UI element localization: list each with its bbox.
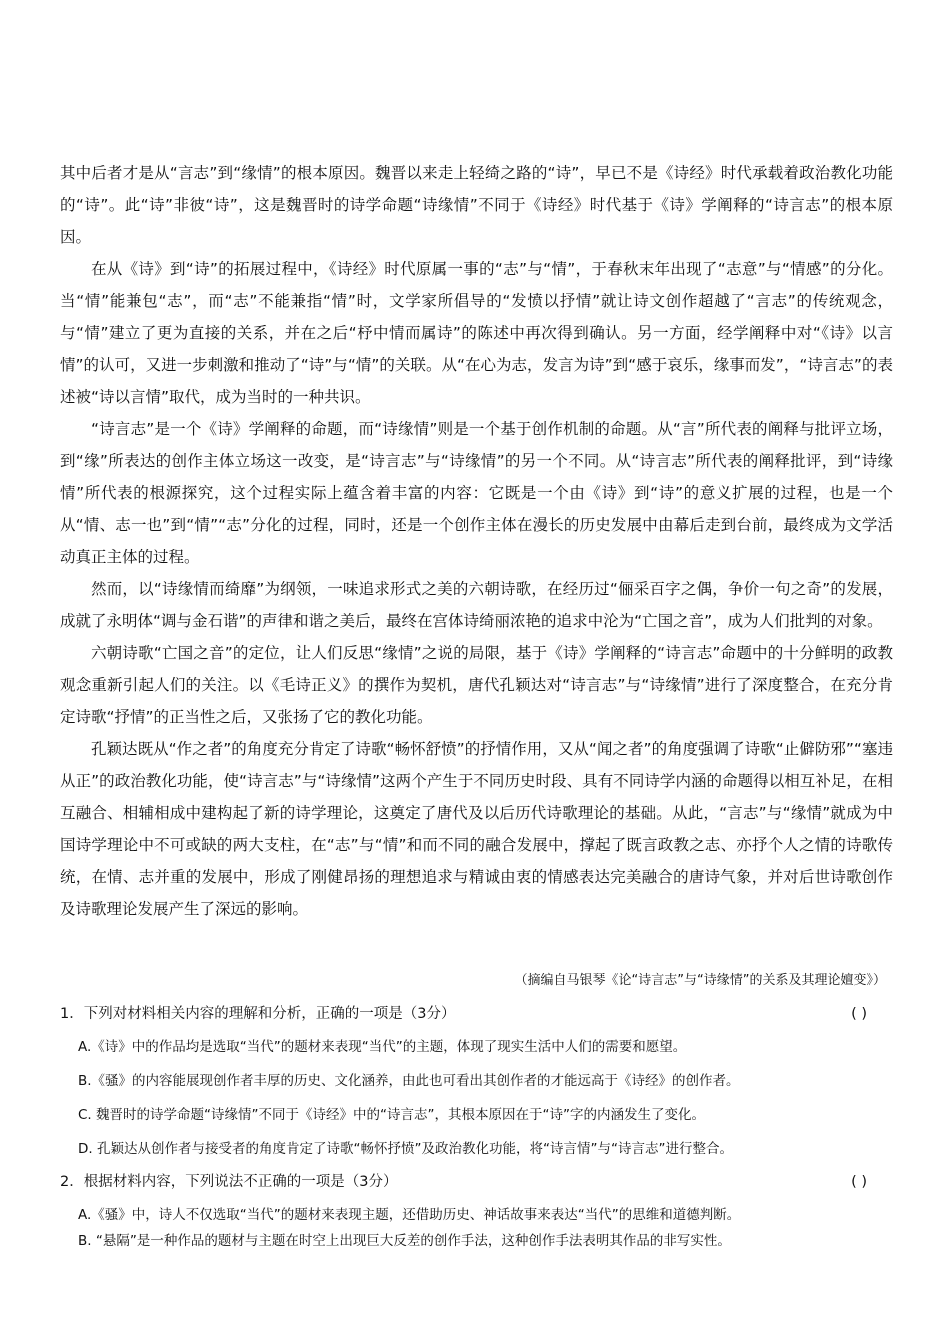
passage-paragraph-2: 在从《诗》到“诗”的拓展过程中，《诗经》时代原属一事的“志”与“情”，于春秋末年出现了“志意”与“情感”的分化。当“情”能兼包“志”，而“志”不能兼指“情”时，文学家所倡导的“发愤以抒情”就让诗文创作超越了“言志”的传统观念，与“情”建立了更为直接的关系，并在之后“杼中情而属诗”的陈述中再次得到确认。另一方面，经学阐释中对“《诗》以言情”的认可，又进一步刺激和推动了“诗”与“情”的关联。从“在心为志，发言为诗”到“感于哀乐，缘事而发”，“诗言志”的表述被“诗以言情”取代，成为当时的一种共识。 (60, 260, 893, 406)
question-1-option-a: A.《诗》中的作品均是选取“当代”的题材来表现“当代”的主题，体现了现实生活中人们的需要和愿望。 (78, 1039, 687, 1055)
question-2 (60, 1170, 893, 1194)
question-2-stem: 2．根据材料内容，下列说法不正确的一项是（3分） (60, 1174, 398, 1190)
passage-paragraph-6: 孔颖达既从“作之者”的角度充分肯定了诗歌“畅怀舒愤”的抒情作用，又从“闻之者”的角度强调了诗歌“止僻防邪”“塞违从正”的政治教化功能，使“诗言志”与“诗缘情”这两个产生于不同历史时段、具有不同诗学内涵的命题得以相互补足，在相互融合、相辅相成中建构起了新的诗学理论，这奠定了唐代及以后历代诗歌理论的基础。从此，“言志”与“缘情”就成为中国诗学理论中不可或缺的两大支柱，在“志”与“情”和而不同的融合发展中，撑起了既言政教之志、亦抒个人之情的诗歌传统，在情、志并重的发展中，形成了刚健昂扬的理想追求与精诚由衷的情感表达完美融合的唐诗气象，并对后世诗歌创作及诗歌理论发展产生了深远的影响。 (60, 740, 893, 918)
question-2-option-a: A.《骚》中，诗人不仅选取“当代”的题材来表现主题，还借助历史、神话故事来表达“当代”的思维和道德判断。 (78, 1207, 741, 1223)
reading-passage (60, 157, 893, 925)
passage-paragraph-4: 然而，以“诗缘情而绮靡”为纲领，一味追求形式之美的六朝诗歌，在经历过“俪采百字之偶，争价一句之奇”的发展，成就了永明体“调与金石谐”的声律和谐之美后，最终在宫体诗绮丽浓艳的追求中沦为“亡国之音”，成为人们批判的对象。 (60, 580, 893, 630)
passage-paragraph-3: “诗言志”是一个《诗》学阐释的命题，而“诗缘情”则是一个基于创作机制的命题。从“言”所代表的阐释与批评立场，到“缘”所表达的创作主体立场这一改变，是“诗言志”与“诗缘情”的另一个不同。从“诗言志”所代表的阐释批评，到“诗缘情”所代表的根源探究，这个过程实际上蕴含着丰富的内容：它既是一个由《诗》到“诗”的意义扩展的过程，也是一个从“情、志一也”到“情”“志”分化的过程，同时，还是一个创作主体在漫长的历史发展中由幕后走到台前，最终成为文学活动真正主体的过程。 (60, 420, 893, 566)
passage-paragraph-5: 六朝诗歌“亡国之音”的定位，让人们反思“缘情”之说的局限，基于《诗》学阐释的“诗言志”命题中的十分鲜明的政教观念重新引起人们的关注。以《毛诗正义》的撰作为契机，唐代孔颖达对“诗言志”与“诗缘情”进行了深度整合，在充分肯定诗歌“抒情”的正当性之后，又张扬了它的教化功能。 (60, 644, 893, 726)
passage-paragraph-1: 其中后者才是从“言志”到“缘情”的根本原因。魏晋以来走上轻绮之路的“诗”，早已不是《诗经》时代承载着政治教化功能的“诗”。此“诗”非彼“诗”，这是魏晋时的诗学命题“诗缘情”不同于《诗经》时代基于《诗》学阐释的“诗言志”的根本原因。 (60, 164, 893, 246)
question-2-answer-bracket: ( ) (851, 1174, 867, 1190)
question-1-option-d: D. 孔颖达从创作者与接受者的角度肯定了诗歌“畅怀抒愤”及政治教化功能，将“诗言情”与“诗言志”进行整合。 (78, 1141, 733, 1157)
question-1-answer-bracket: ( ) (851, 1006, 867, 1022)
question-1-option-b: B.《骚》的内容能展现创作者丰厚的历史、文化涵养，由此也可看出其创作者的才能远高于《诗经》的创作者。 (78, 1073, 740, 1089)
passage-source: （摘编自马银琴《论“诗言志”与“诗缘情”的关系及其理论嬗变》） (514, 973, 886, 988)
question-1-stem: 1．下列对材料相关内容的理解和分析，正确的一项是（3分） (60, 1006, 456, 1022)
question-1 (60, 1002, 893, 1026)
question-2-option-b: B. “悬隔”是一种作品的题材与主题在时空上出现巨大反差的创作手法，这种创作手法表明其作品的非写实性。 (78, 1233, 731, 1249)
question-1-option-c: C. 魏晋时的诗学命题“诗缘情”不同于《诗经》中的“诗言志”，其根本原因在于“诗”字的内涵发生了变化。 (78, 1107, 705, 1123)
